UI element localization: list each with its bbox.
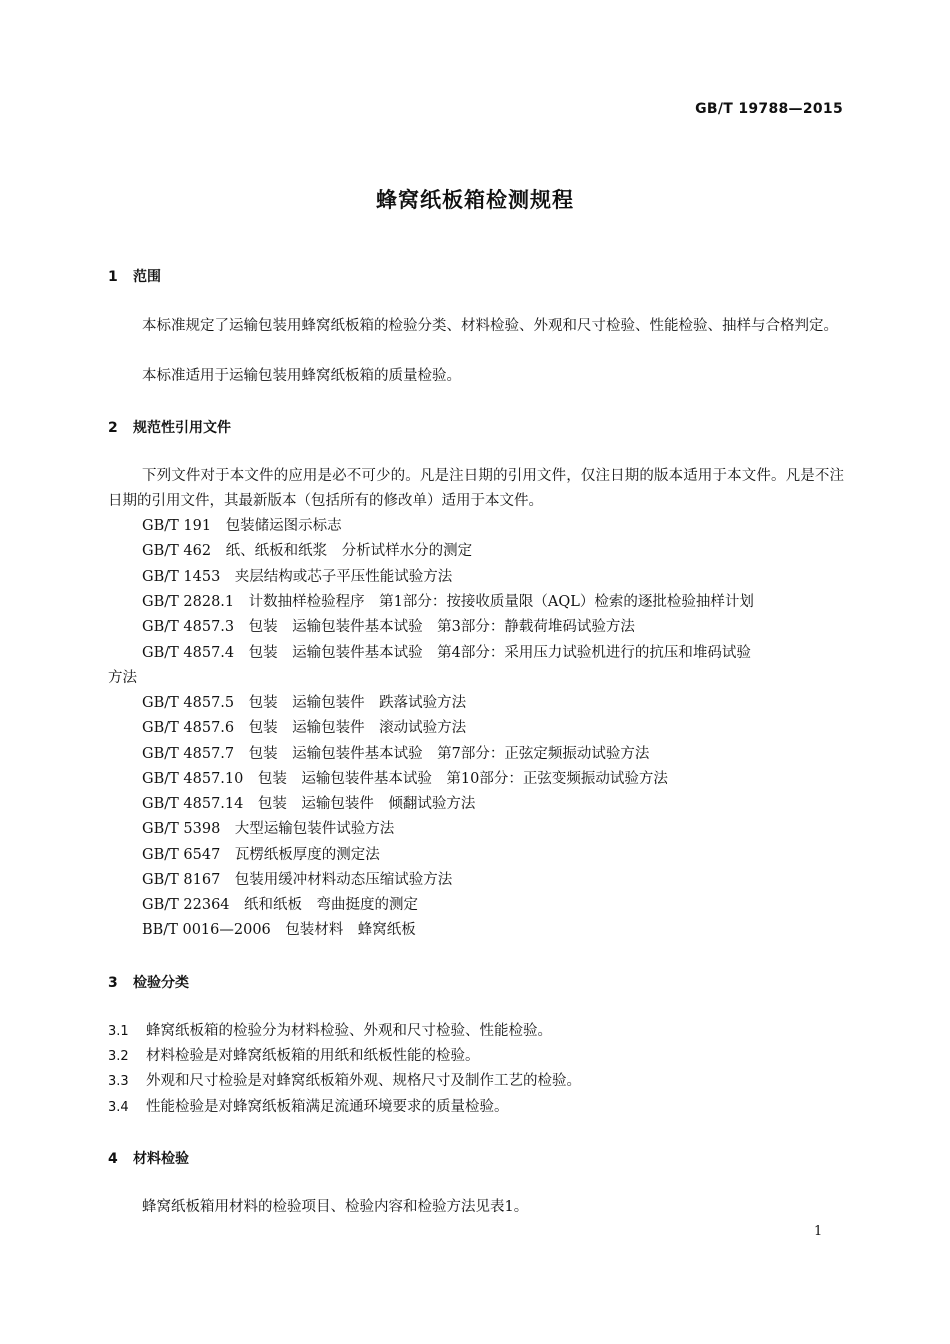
section-1-paragraph-1: 本标准规定了运输包装用蜂窝纸板箱的检验分类、材料检验、外观和尺寸检验、性能检验、抽样与合格判定。 — [142, 318, 838, 334]
subsection-number: 3.1 — [108, 1024, 129, 1039]
subsection-item — [108, 1019, 552, 1044]
section-title: 范围 — [133, 269, 161, 285]
reference-item: GB/T 5398 大型运输包装件试验方法 — [142, 821, 395, 837]
section-2-intro: 下列文件对于本文件的应用是必不可少的。凡是注日期的引用文件，仅注日期的版本适用于本文件。凡是不注日期的引用文件，其最新版本（包括所有的修改单）适用于本文件。 — [108, 468, 844, 509]
section-1-heading — [108, 266, 161, 286]
section-number: 1 — [108, 269, 118, 285]
reference-item: GB/T 1453 夹层结构或芯子平压性能试验方法 — [142, 569, 453, 585]
subsection-number: 3.4 — [108, 1100, 129, 1115]
reference-item: GB/T 4857.4 包装 运输包装件基本试验 第4部分：采用压力试验机进行的抗压和堆码试验 — [142, 645, 751, 661]
section-number: 3 — [108, 975, 118, 991]
reference-item: GB/T 4857.3 包装 运输包装件基本试验 第3部分：静载荷堆码试验方法 — [142, 619, 635, 635]
reference-item: GB/T 8167 包装用缓冲材料动态压缩试验方法 — [142, 872, 453, 888]
subsection-text: 材料检验是对蜂窝纸板箱的用纸和纸板性能的检验。 — [146, 1048, 480, 1064]
section-title: 规范性引用文件 — [133, 420, 231, 436]
reference-item: GB/T 6547 瓦楞纸板厚度的测定法 — [142, 847, 380, 863]
page-number: 1 — [814, 1224, 823, 1239]
reference-item: GB/T 2828.1 计数抽样检验程序 第1部分：按接收质量限（AQL）检索的逐批检验抽样计划 — [142, 594, 754, 610]
reference-item: GB/T 4857.14 包装 运输包装件 倾翻试验方法 — [142, 796, 476, 812]
reference-item: GB/T 4857.10 包装 运输包装件基本试验 第10部分：正弦变频振动试验方法 — [142, 771, 668, 787]
subsection-item — [108, 1044, 480, 1069]
section-title: 材料检验 — [133, 1151, 189, 1167]
reference-item: GB/T 4857.7 包装 运输包装件基本试验 第7部分：正弦定频振动试验方法 — [142, 746, 650, 762]
section-3-heading — [108, 972, 189, 992]
reference-item: GB/T 462 纸、纸板和纸浆 分析试样水分的测定 — [142, 543, 473, 559]
section-number: 2 — [108, 420, 118, 436]
section-1-paragraph-2: 本标准适用于运输包装用蜂窝纸板箱的质量检验。 — [142, 368, 461, 384]
section-number: 4 — [108, 1151, 118, 1167]
subsection-number: 3.2 — [108, 1049, 129, 1064]
reference-item-continuation: 方法 — [108, 670, 137, 686]
subsection-text: 外观和尺寸检验是对蜂窝纸板箱外观、规格尺寸及制作工艺的检验。 — [146, 1073, 581, 1089]
reference-item: BB/T 0016—2006 包装材料 蜂窝纸板 — [142, 922, 416, 938]
subsection-number: 3.3 — [108, 1074, 129, 1089]
subsection-item — [108, 1069, 581, 1094]
subsection-item — [108, 1095, 509, 1120]
section-2-heading — [108, 417, 231, 437]
subsection-text: 性能检验是对蜂窝纸板箱满足流通环境要求的质量检验。 — [146, 1099, 509, 1115]
section-title: 检验分类 — [133, 975, 189, 991]
document-title: 蜂窝纸板箱检测规程 — [376, 188, 574, 212]
reference-item: GB/T 4857.5 包装 运输包装件 跌落试验方法 — [142, 695, 467, 711]
section-4-paragraph-1: 蜂窝纸板箱用材料的检验项目、检验内容和检验方法见表1。 — [142, 1199, 529, 1215]
subsection-text: 蜂窝纸板箱的检验分为材料检验、外观和尺寸检验、性能检验。 — [146, 1023, 552, 1039]
section-4-heading — [108, 1148, 189, 1168]
standard-code: GB/T 19788—2015 — [695, 101, 843, 117]
reference-item: GB/T 22364 纸和纸板 弯曲挺度的测定 — [142, 897, 419, 913]
reference-item: GB/T 4857.6 包装 运输包装件 滚动试验方法 — [142, 720, 467, 736]
reference-item: GB/T 191 包装储运图示标志 — [142, 518, 342, 534]
